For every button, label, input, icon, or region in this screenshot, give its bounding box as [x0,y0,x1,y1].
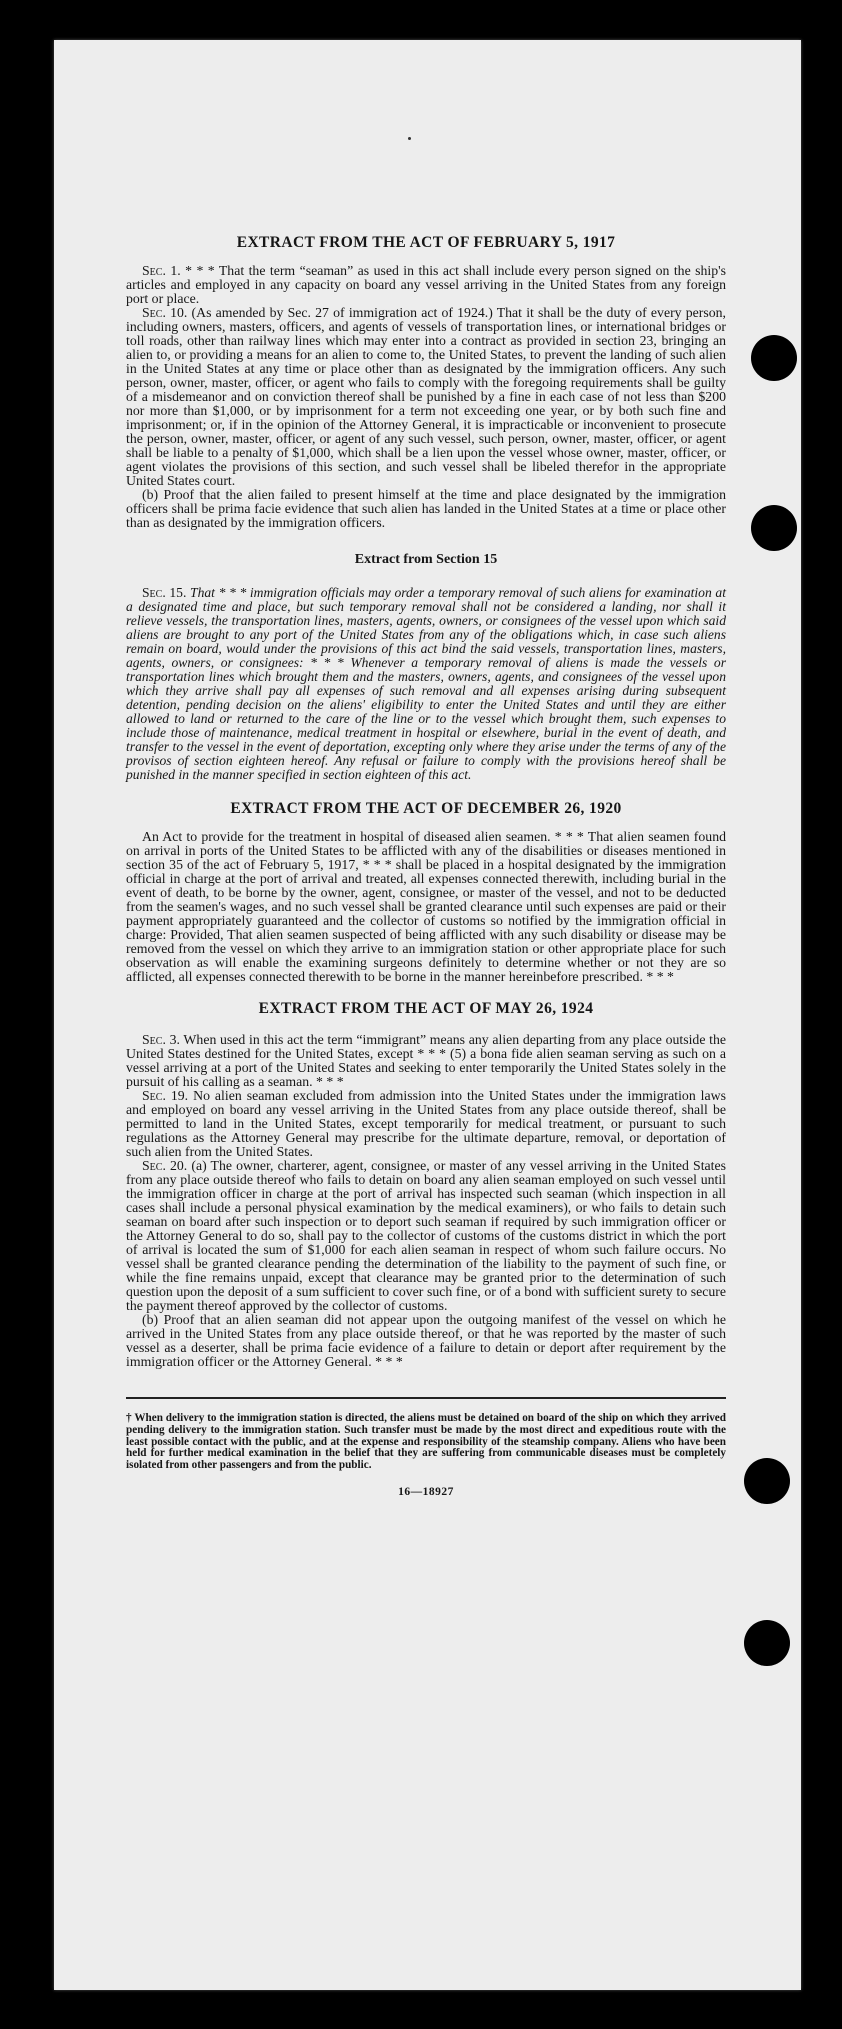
paragraph-text: No alien seaman excluded from admission into the United States under the immigration laws and employed on board any vessel arriving in the United States from any place outside thereof, shall be permitted to land in the United States, except temporarily for medical treatment, or pursuant to such regulations as the Attorney General may prescribe for the ultimate departure, removal, or deportation of such alien from the United States. [126,1088,726,1159]
footnote: † When delivery to the immigration station is directed, the aliens must be detained on board of the ship on which they arrived pending delivery to the immigration station. Such transfer must be made by the most direct and expeditious route with the least possible contact with the public, and at the expense and responsibility of the steamship company. Aliens who have been held for further medical examination in the belief that they are suffering from communicable diseases must be completely isolated from other passengers and from the public. [126,1412,726,1472]
paragraph-act-1920: An Act to provide for the treatment in hospital of diseased alien seamen. * * * That alien seamen found on arrival in ports of the United States to be afflicted with any of the disabilities or diseases mentioned in section 35 of the act of February 5, 1917, * * * shall be placed in a hospital designated by the immigration official in charge at the port of arrival and treated, all expenses connected therewith, including burial in the event of death, to be borne by the owner, agent, consignee, or master of the vessel, and not to be deducted from the seamen's wages, and no such vessel shall be granted clearance until such expenses are paid or their payment appropriately guaranteed and the collector of customs so notified by the immigration official in charge: Provided, That alien seamen suspected of being afflicted with any such disability or disease may be removed from the vessel on which they arrive to an immigration station or other appropriate place for such observation as will enable the examining surgeons definitely to determine whether or not they are so afflicted, all expenses connected therewith to be borne in the manner hereinbefore prescribed. * * * [126,829,726,984]
paragraph-sec-10-b [126,488,726,530]
act-1917-body [126,264,726,530]
section-number: Sec. 15. [142,585,187,600]
paragraph-sec-1 [126,264,726,306]
heading-act-1920: EXTRACT FROM THE ACT OF DECEMBER 26, 1920 [230,800,622,817]
paragraph-sec-10 [126,306,726,488]
paragraph-text: (a) The owner, charterer, agent, consignee, or master of any vessel arriving in the United States from any place outside thereof who fails to detain on board any alien seaman employed on such vessel until the immigration officer in charge at the port of arrival has inspected such seaman (which inspection in all cases shall include a personal physical examination by the medical examiners), or who fails to detain such seaman on board after such inspection or to deport such seaman if required by such immigration officer or the Attorney General to do so, shall pay to the collector of customs of the customs district in which the port of arrival is located the sum of $1,000 for each alien seaman in respect of whom such failure occurs. No vessel shall be granted clearance pending the determination of the liability to the payment of such fine, or while the fine remains unpaid, except that clearance may be granted prior to the determination of such question upon the deposit of a sum sufficient to cover such fine, or of a bond with sufficient surety to secure the payment thereof approved by the collector of customs. [126,1158,726,1313]
footnote-divider [126,1397,726,1399]
heading-section-15: Extract from Section 15 [354,552,498,567]
paragraph-text: That * * * immigration officials may order a temporary removal of such aliens for examination at a designated time and place, but such temporary removal shall not be considered a landing, nor shall it relieve vessels, the transportation lines, masters, agents, owners, or consignees of the vessel upon which said aliens are brought to any port of the United States from any of the obligations which, in case such aliens remain on board, would under the provisions of this act bind the said vessels, transportation lines, masters, agents, owners, or consignees: * * * Whenever a temporary removal of aliens is made the vessels or transportation lines which brought them and the masters, owners, agents, and consignees of the vessel upon which they arrive shall pay all expenses of such removal and all expenses arising during subsequent detention, pending decision on the aliens' eligibility to enter the United States and until they are either allowed to land or returned to the care of the line or to the vessel which brought them, such expenses to include those of maintenance, medical treatment in hospital or elsewhere, burial in the event of death, and transfer to the vessel in the event of deportation, excepting only where they arise under the terms of any of the provisos of section eighteen hereof. Any refusal or failure to comply with the provisions hereof shall be punished in the manner specified in section eighteen of this act. [126,585,726,782]
act-1924-body [126,1033,726,1369]
paragraph-sec-20 [126,1159,726,1313]
heading-act-1917: EXTRACT FROM THE ACT OF FEBRUARY 5, 1917 [236,234,616,251]
section-number: Sec. 19. [142,1088,189,1103]
section-number: Sec. 20. [142,1158,188,1173]
form-code: 16—18927 [398,1485,454,1498]
heading-act-1924: EXTRACT FROM THE ACT OF MAY 26, 1924 [258,1000,594,1017]
paragraph-text: When used in this act the term “immigrant” means any alien departing from any place outside the United States destined for the United States, except * * * (5) a bona fide alien seaman serving as such on a vessel arriving at a port of the United States and seeking to enter temporarily the United States solely in the pursuit of his calling as a seaman. * * * [126,1032,726,1089]
section-number: Sec. 1. [142,263,181,278]
document-page [54,40,801,1990]
paragraph-text: (As amended by Sec. 27 of immigration act of 1924.) That it shall be the duty of every person, including owners, masters, officers, and agents of vessels of transportation lines, or international bridges or toll roads, other than railway lines which may enter into a contract as provided in section 23, bringing an alien to, or providing a means for an alien to come to, the United States, to prevent the landing of such alien in the United States at any time or place other than as designated by the immigration officers. Any such person, owner, master, officer, or agent who fails to comply with the foregoing requirements shall be guilty of a misdemeanor and on conviction thereof shall be punished by a fine in each case of not less than $200 nor more than $1,000, or by imprisonment for a term not exceeding one year, or by both such fine and imprisonment; or, if in the opinion of the Attorney General, it is impracticable or inconvenient to prosecute the person, owner, master, officer, or agent of any such vessel, such person, owner, master, officer, or agent shall be liable to a penalty of $1,000, which shall be a lien upon the vessel whose owner, master, officer, or agent violates the provisions of this section, and such vessel shall be libeled therefor in the appropriate United States court. [126,305,726,488]
section-number: Sec. 10. [142,305,188,320]
paper-speck [408,137,411,140]
punch-hole [751,335,797,381]
paragraph-text: (b) Proof that an alien seaman did not appear upon the outgoing manifest of the vessel on which he arrived in the United States from any place outside thereof, or that he was reported by the master of such vessel as a deserter, shall be prima facie evidence of a failure to detain or deport after requirement by the immigration officer or the Attorney General. * * * [126,1312,726,1369]
punch-hole [744,1620,790,1666]
punch-hole [751,505,797,551]
section-number: Sec. 3. [142,1032,180,1047]
paragraph-sec-19 [126,1089,726,1159]
punch-hole [744,1458,790,1504]
paragraph-text: * * * That the term “seaman” as used in this act shall include every person signed on the ship's articles and employed in any capacity on board any vessel arriving in the United States from any foreign port or place. [126,263,726,306]
paragraph-text: (b) Proof that the alien failed to present himself at the time and place designated by the immigration officers shall be prima facie evidence that such alien has landed in the United States at a time or place other than as designated by the immigration officers. [126,487,726,530]
paragraph-sec-3 [126,1033,726,1089]
paragraph-sec-15 [126,586,726,782]
paragraph-sec-20-b [126,1313,726,1369]
text-column [126,190,726,1498]
